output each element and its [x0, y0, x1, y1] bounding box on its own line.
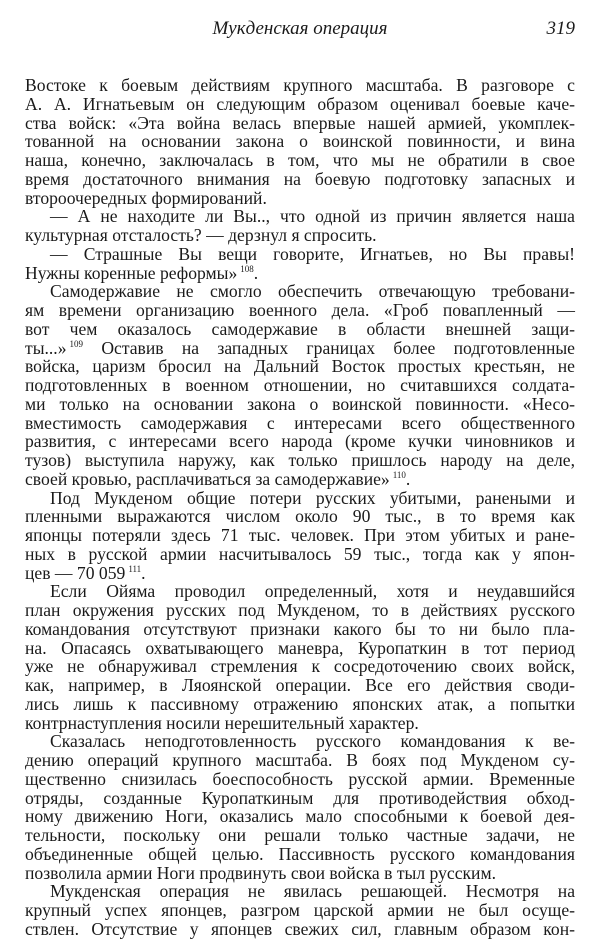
text-line — [25, 714, 575, 733]
text-line — [25, 151, 575, 170]
text-line — [25, 451, 575, 470]
text-line — [25, 339, 575, 358]
text-line — [25, 264, 575, 283]
text-line — [25, 470, 575, 489]
line-text: наша, конечно, заключалась в том, что мы не обратили в свое — [25, 150, 575, 170]
line-text: отряды, созданные Куропаткиным для противодействия обход- — [25, 787, 575, 808]
line-text: своей кровью, расплачиваться за самодержавие» — [25, 468, 390, 489]
line-text: ям времени организацию военного дела. «Гроб повапленный — — [25, 300, 575, 320]
text-line — [25, 132, 575, 151]
line-text: — Страшные Вы вещи говорите, Игнатьев, но Вы правы! — [50, 243, 575, 264]
line-text: Самодержавие не смогло обеспечить отвечающую требовани- — [50, 281, 575, 302]
line-text: — А не находите ли Вы.., что одной из причин является наша — [50, 206, 575, 227]
text-line — [25, 189, 575, 208]
text-line — [25, 901, 575, 920]
paragraph — [25, 76, 575, 207]
text-line — [25, 114, 575, 133]
footnote-reference: 111 — [128, 563, 142, 574]
text-line — [25, 582, 575, 601]
text-line — [25, 564, 575, 583]
line-text-tail: Оставив на западных границах более подготовленные — [83, 337, 575, 358]
text-line — [25, 245, 575, 264]
text-line — [25, 789, 575, 808]
text-line — [25, 395, 575, 414]
page-number: 319 — [546, 18, 575, 39]
text-line — [25, 657, 575, 676]
page-header — [25, 18, 575, 44]
paragraph — [25, 882, 575, 938]
line-text: Нужны коренные реформы» — [25, 262, 238, 283]
line-text: тузов) выступила наружу, как только пришлось народу на деле, — [25, 450, 575, 470]
text-line — [25, 920, 575, 939]
text-line — [25, 282, 575, 301]
text-line — [25, 76, 575, 95]
line-text: ному движению Ноги, оказались мало способными к боевой дея- — [25, 806, 575, 827]
text-line — [25, 882, 575, 901]
text-line — [25, 301, 575, 320]
line-text: культурная отсталость? — дерзнул я спросить. — [25, 225, 377, 245]
text-line — [25, 226, 575, 245]
text-line — [25, 695, 575, 714]
line-text: Мукденская операция не явилась решающей. Несмотря на — [50, 881, 575, 902]
line-text: А. А. Игнатьевым он следующим образом оценивал боевые каче- — [25, 93, 575, 114]
text-line — [25, 845, 575, 864]
line-text: объединенные общей целью. Пассивность русского командования — [25, 843, 575, 864]
text-line — [25, 95, 575, 114]
line-text: ты...» — [25, 337, 67, 358]
paragraph — [25, 732, 575, 882]
line-text: Востоке к боевым действиям крупного масштаба. В разговоре с — [25, 75, 575, 95]
footnote-reference: 110 — [392, 469, 406, 480]
text-line — [25, 732, 575, 751]
text-line — [25, 489, 575, 508]
body-text — [25, 76, 575, 939]
line-text: позволила армии Ноги продвинуть свои войска в тыл русским. — [25, 862, 497, 883]
paragraph — [25, 489, 575, 583]
line-text: Сказалась неподготовленность русского командования к ве- — [50, 731, 575, 752]
line-text: время достаточного внимания на боевую подготовку запасных и — [25, 168, 575, 189]
line-text-tail: . — [405, 468, 411, 489]
paragraph — [25, 207, 575, 245]
line-text: ных в русской армии насчитывалось 59 тыс., тогда как у япон- — [25, 543, 575, 564]
line-text: Если Ойяма проводил определенный, хотя и неудавшийся — [50, 581, 575, 602]
line-text: командования отсутствуют признаки какого бы то ни было пла- — [25, 618, 575, 639]
line-text: второочередных формирований. — [25, 187, 267, 208]
footnote-reference: 108 — [240, 263, 254, 274]
text-line — [25, 414, 575, 433]
line-text-tail: . — [253, 262, 259, 283]
text-line — [25, 864, 575, 883]
text-line — [25, 751, 575, 770]
text-line — [25, 676, 575, 695]
text-line — [25, 207, 575, 226]
text-line — [25, 826, 575, 845]
line-text: развития, с интересами всего народа (кроме кучки чиновников и — [25, 431, 575, 452]
line-text: дению операций крупного масштаба. В боях под Мукденом су- — [25, 750, 575, 770]
text-line — [25, 507, 575, 526]
paragraph — [25, 582, 575, 732]
line-text: пленными выражаются числом около 90 тыс., в то время как — [25, 506, 575, 527]
line-text: ства войск: «Эта война велась впервые нашей армией, укомплек- — [25, 112, 575, 133]
line-text: тельности, поскольку они решали только частные задачи, не — [25, 825, 575, 845]
text-line — [25, 357, 575, 376]
line-text: как, например, в Ляоянской операции. Все его действия своди- — [25, 675, 575, 695]
text-line — [25, 770, 575, 789]
text-line — [25, 545, 575, 564]
line-text: контрнаступления носили нерешительный характер. — [25, 712, 419, 733]
running-title: Мукденская операция — [212, 18, 388, 39]
text-line — [25, 620, 575, 639]
line-text: план окружения русских под Мукденом, то в действиях русского — [25, 600, 575, 620]
line-text: войска, царизм бросил на Дальний Восток простых крестьян, не — [25, 356, 575, 377]
text-line — [25, 320, 575, 339]
text-line — [25, 376, 575, 395]
text-line — [25, 601, 575, 620]
line-text: на. Опасаясь охватывающего маневра, Куропаткин в тот период — [25, 637, 575, 658]
line-text: ми только на основании закона о воинской повинности. «Несо- — [25, 393, 575, 414]
line-text: крупный успех японцев, разгром царской армии не был осуще- — [25, 900, 575, 920]
line-text: японцы потеряли здесь 71 тыс. человек. При этом убитых и ране- — [25, 525, 575, 545]
line-text: лись лишь к пассивному отражению японских атак, а попытки — [25, 693, 575, 714]
text-line — [25, 807, 575, 826]
line-text: ствлен. Отсутствие у японцев свежих сил, главным образом кон- — [25, 918, 575, 939]
footnote-reference: 109 — [69, 338, 84, 349]
text-line — [25, 432, 575, 451]
line-text: вот чем оказалось самодержавие в области внешней защи- — [25, 318, 575, 339]
line-text: цев — 70 059 — [25, 562, 126, 583]
line-text: уже не обнаруживал стремления к сосредоточению своих войск, — [25, 656, 575, 677]
paragraph — [25, 282, 575, 488]
line-text: Под Мукденом общие потери русских убитыми, ранеными и — [50, 487, 575, 508]
text-line — [25, 170, 575, 189]
text-line — [25, 526, 575, 545]
line-text: подготовленных в военном отношении, но считавшихся солдата- — [25, 375, 575, 395]
line-text: тованной на основании закона о воинской повинности, и вина — [25, 131, 575, 152]
paragraph — [25, 245, 575, 283]
line-text-tail: . — [141, 562, 146, 583]
line-text: щественно снизилась боеспособность русской армии. Временные — [25, 768, 575, 789]
text-line — [25, 639, 575, 658]
line-text: вместимость самодержавия с интересами всего общественного — [25, 412, 575, 433]
